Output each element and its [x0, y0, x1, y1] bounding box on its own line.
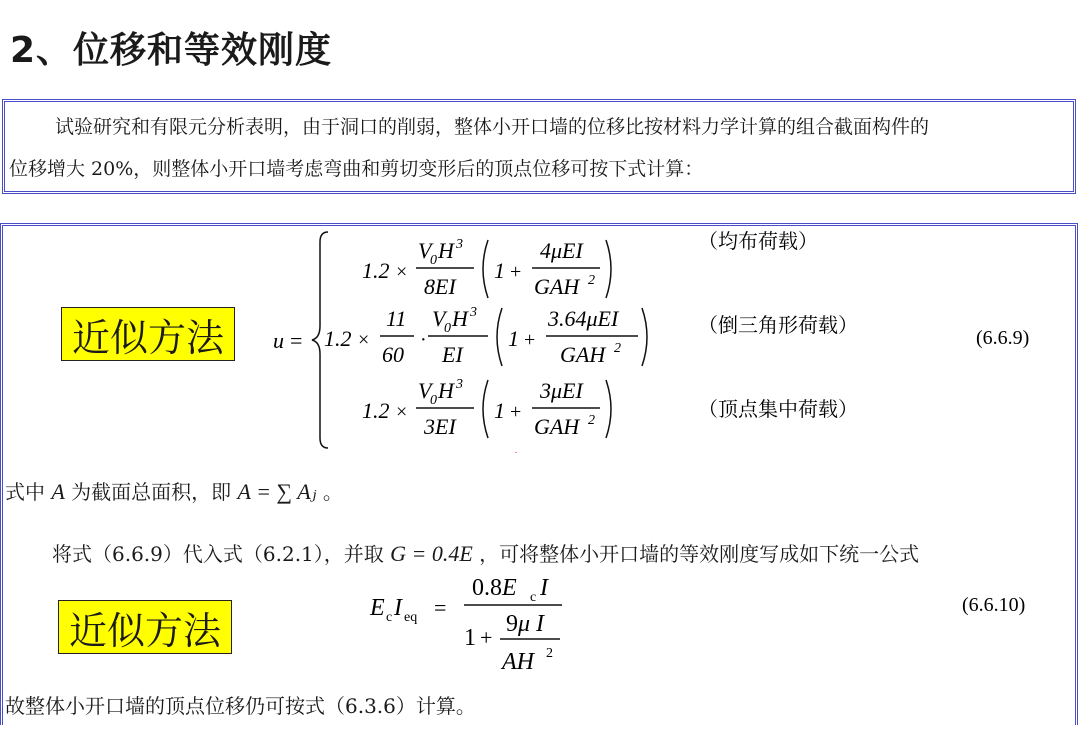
eq1-case1 — [362, 229, 818, 299]
svg-text:V: V — [432, 306, 446, 331]
svg-text:2: 2 — [588, 273, 595, 288]
svg-text:=: = — [434, 595, 447, 620]
svg-text:+: + — [524, 329, 536, 351]
svg-text:8EI: 8EI — [424, 274, 456, 299]
eq1-case1-label: （均布荷载） — [698, 229, 818, 253]
svg-text:2: 2 — [614, 341, 621, 356]
svg-text:3EI: 3EI — [424, 414, 456, 439]
svg-text:2: 2 — [588, 413, 595, 428]
svg-text:+: + — [510, 261, 522, 283]
where-formula: A = ∑ Aⱼ — [237, 479, 317, 504]
svg-text:0: 0 — [444, 321, 451, 336]
where-prefix: 式中 — [5, 480, 45, 504]
svg-text:×: × — [396, 261, 408, 283]
eq1-case2-label: （倒三角形荷载） — [698, 313, 858, 337]
svg-text:×: × — [396, 401, 408, 423]
equation-6-6-10 — [360, 565, 1070, 680]
svg-text:E: E — [370, 595, 385, 621]
svg-text:3: 3 — [470, 305, 477, 320]
where-end: 。 — [322, 480, 343, 504]
svg-text:3μEI: 3μEI — [540, 378, 583, 403]
svg-text:0: 0 — [430, 393, 437, 408]
svg-text:0.8E: 0.8E — [472, 575, 517, 601]
svg-text:eq: eq — [404, 610, 418, 625]
intro-box — [2, 99, 1076, 194]
svg-text:GAH: GAH — [560, 342, 606, 367]
svg-text:H: H — [438, 238, 454, 263]
svg-text:4μEI: 4μEI — [540, 238, 583, 263]
svg-text:·: · — [420, 329, 427, 351]
svg-text:+: + — [480, 625, 493, 650]
svg-text:H: H — [438, 378, 454, 403]
svg-text:V: V — [418, 378, 432, 403]
eq1-case2 — [324, 305, 858, 367]
substitute-part-b: ，可将整体小开口墙的等效刚度写成如下统一公式 — [479, 542, 920, 566]
svg-text:GAH: GAH — [534, 414, 580, 439]
svg-text:9μ I: 9μ I — [506, 611, 545, 637]
where-text — [5, 476, 343, 505]
section-heading: 2、位移和等效刚度 — [10, 30, 333, 71]
svg-text:1: 1 — [494, 258, 505, 283]
svg-text:V: V — [418, 238, 432, 263]
svg-text:1.2: 1.2 — [362, 258, 390, 283]
intro-line-1: 试验研究和有限元分析表明，由于洞口的削弱，整体小开口墙的位移比按材料力学计算的组合截面构件的 — [55, 116, 930, 138]
svg-text:1.2: 1.2 — [324, 326, 352, 351]
svg-text:1: 1 — [494, 398, 505, 423]
svg-text:3: 3 — [456, 377, 463, 392]
eq2-number: (6.6.10) — [962, 594, 1026, 616]
svg-text:=: = — [290, 328, 303, 353]
svg-text:2: 2 — [546, 646, 553, 661]
svg-text:c: c — [386, 610, 393, 625]
substitute-formula: G = 0.4E — [390, 541, 473, 566]
svg-text:3: 3 — [456, 237, 463, 252]
intro-line-2: 位移增大 20%，则整体小开口墙考虑弯曲和剪切变形后的顶点位移可按下式计算： — [9, 158, 704, 180]
eq1-lhs: u — [273, 328, 284, 353]
svg-text:c: c — [530, 590, 537, 605]
substitute-part-a: 将式（6.6.9）代入式（6.2.1），并取 — [52, 542, 384, 566]
svg-text:H: H — [452, 306, 468, 331]
svg-text:AH: AH — [502, 649, 534, 675]
substitute-text — [52, 538, 919, 567]
approx-method-tag-1: 近似方法 — [61, 307, 235, 361]
where-var: A — [51, 479, 65, 504]
svg-text:I: I — [394, 595, 402, 621]
svg-text:1.2: 1.2 — [362, 398, 390, 423]
svg-text:3.64μEI: 3.64μEI — [548, 306, 619, 331]
eq1-number: (6.6.9) — [976, 327, 1030, 349]
svg-text:EI: EI — [442, 342, 463, 367]
eq1-case3 — [362, 377, 858, 439]
svg-text:1: 1 — [508, 326, 519, 351]
svg-text:+: + — [510, 401, 522, 423]
svg-text:×: × — [358, 329, 370, 351]
svg-text:60: 60 — [382, 342, 404, 367]
conclusion-text: 故整体小开口墙的顶点位移仍可按式（6.3.6）计算。 — [5, 694, 476, 718]
svg-text:1: 1 — [464, 625, 476, 651]
equation-6-6-9 — [270, 228, 1070, 453]
svg-text:GAH: GAH — [534, 274, 580, 299]
eq1-case3-label: （顶点集中荷载） — [698, 397, 858, 421]
svg-text:I: I — [540, 575, 548, 601]
where-mid: 为截面总面积，即 — [71, 480, 232, 504]
svg-text:0: 0 — [430, 253, 437, 268]
approx-method-tag-2: 近似方法 — [58, 600, 232, 654]
svg-text:11: 11 — [386, 306, 407, 331]
